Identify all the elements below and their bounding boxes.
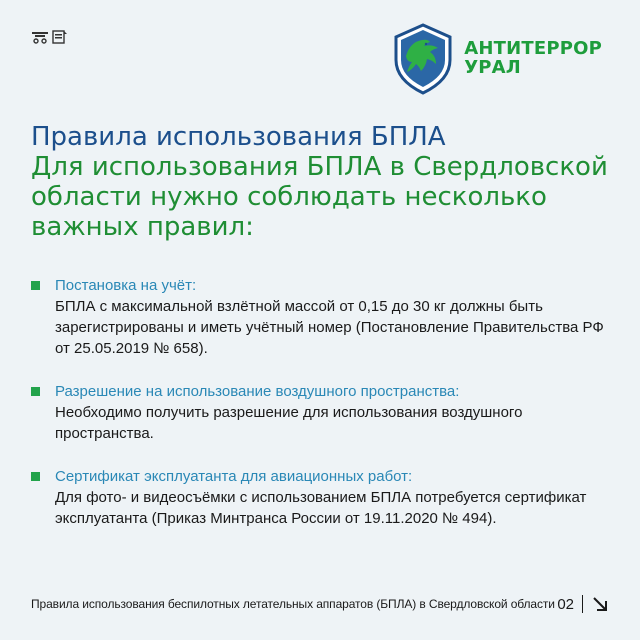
rule-text: БПЛА с максимальной взлётной массой от 0,15 до 30 кг должны быть зарегистрированы и иметь учётный номер (Постановление Правительства РФ от 25.05.2019 № 658). <box>55 298 604 357</box>
page-title: Правила использования БПЛА <box>31 122 446 152</box>
brand <box>392 22 602 96</box>
rule-text: Необходимо получить разрешение для использования воздушного пространства. <box>55 404 523 442</box>
rule-title: Постановка на учёт: <box>55 277 197 294</box>
rule-item <box>31 382 606 444</box>
top-left-marks <box>31 30 68 49</box>
scissors-icon <box>31 30 49 49</box>
brand-line-1: АНТИТЕРРОР <box>464 38 602 60</box>
rules-list <box>31 276 606 552</box>
document-icon <box>52 30 68 49</box>
footer-pager <box>557 595 609 613</box>
page-subtitle: Для использования БПЛА в Свердловской области нужно соблюдать несколько важных правил: <box>31 152 608 242</box>
rule-item <box>31 467 606 529</box>
rule-title: Разрешение на использование воздушного пространства: <box>55 383 460 400</box>
arrow-down-right-icon[interactable] <box>591 595 609 613</box>
footer-caption: Правила использования беспилотных летательных аппаратов (БПЛА) в Свердловской области <box>31 597 555 611</box>
rule-title: Сертификат эксплуатанта для авиационных работ: <box>55 468 413 485</box>
heading <box>31 122 611 242</box>
rule-body <box>55 382 606 444</box>
rule-item <box>31 276 606 359</box>
lizard-shield-logo <box>392 22 454 96</box>
brand-name <box>464 40 602 78</box>
rule-body <box>55 276 606 359</box>
footer-divider <box>582 595 583 613</box>
rule-bullet-icon <box>31 281 40 290</box>
rule-text: Для фото- и видеосъёмки с использованием БПЛА потребуется сертификат эксплуатанта (Приказ Минтранса России от 19.11.2020 № 494). <box>55 489 587 527</box>
rule-bullet-icon <box>31 472 40 481</box>
brand-line-2: УРАЛ <box>464 57 521 78</box>
page-number: 02 <box>557 595 574 613</box>
rule-body <box>55 467 606 529</box>
rule-bullet-icon <box>31 387 40 396</box>
footer <box>31 593 609 615</box>
